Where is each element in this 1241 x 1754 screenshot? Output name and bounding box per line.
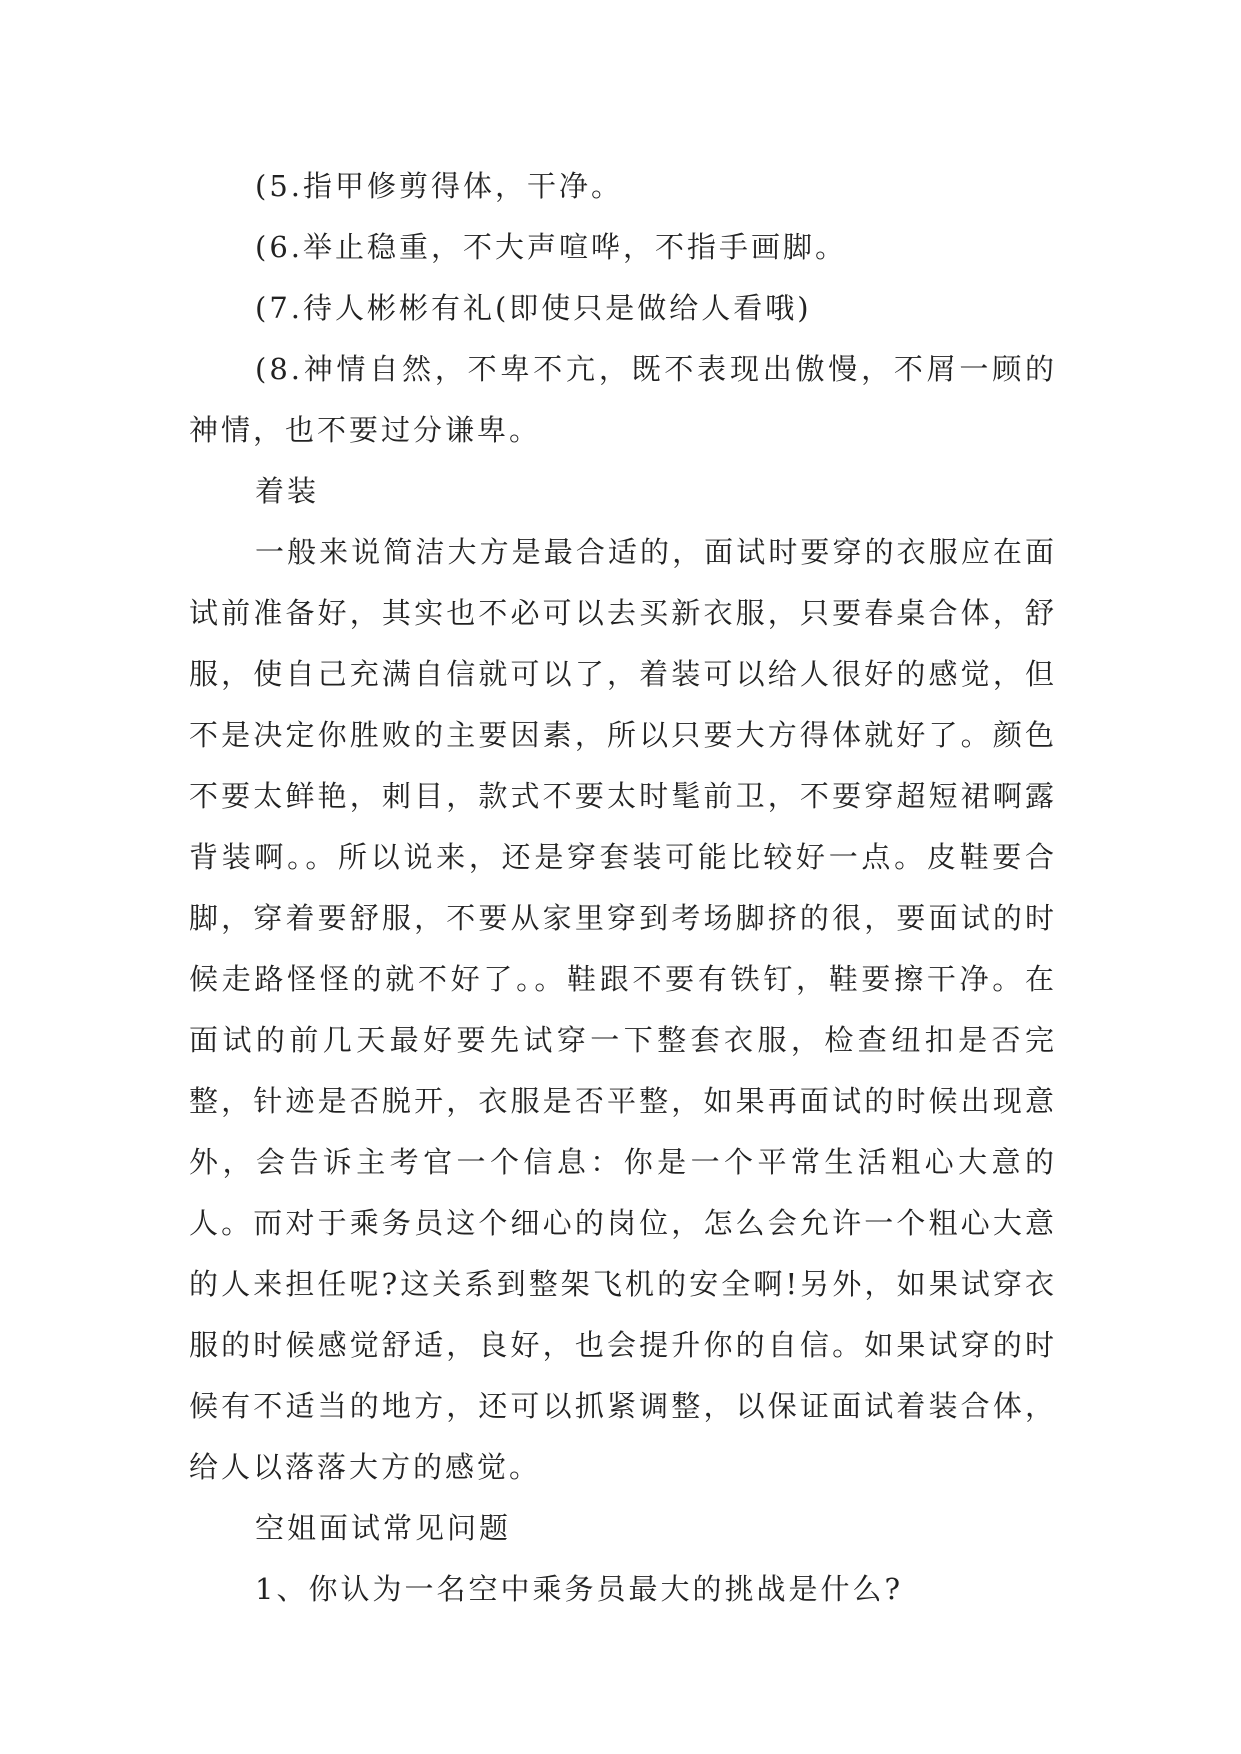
section-heading-attire: 着装 — [255, 474, 320, 508]
document-body — [189, 156, 1057, 1620]
list-item-nail-grooming: (5.指甲修剪得体，干净。 — [255, 169, 623, 203]
list-item-courtesy: (7.待人彬彬有礼(即使只是做给人看哦) — [255, 291, 812, 325]
section-heading-interview-questions: 空姐面试常见问题 — [255, 1511, 512, 1545]
list-item-expression: (8.神情自然，不卑不亢，既不表现出傲慢，不屑一顾的神情，也不要过分谦卑。 — [189, 352, 1057, 447]
list-item-demeanor: (6.举止稳重，不大声喧哗，不指手画脚。 — [255, 230, 847, 264]
paragraph-attire-advice: 一般来说简洁大方是最合适的，面试时要穿的衣服应在面试前准备好，其实也不必可以去买新衣服，只要春桌合体，舒服，使自己充满自信就可以了，着装可以给人很好的感觉，但不是决定你胜败的主要因素，所以只要大方得体就好了。颜色不要太鲜艳，刺目，款式不要太时髦前卫，不要穿超短裙啊露背装啊。。所以说来，还是穿套装可能比较好一点。皮鞋要合脚，穿着要舒服，不要从家里穿到考场脚挤的很，要面试的时候走路怪怪的就不好了。。鞋跟不要有铁钉，鞋要擦干净。在面试的前几天最好要先试穿一下整套衣服，检查纽扣是否完整，针迹是否脱开，衣服是否平整，如果再面试的时候出现意外，会告诉主考官一个信息：你是一个平常生活粗心大意的人。而对于乘务员这个细心的岗位，怎么会允许一个粗心大意的人来担任呢?这关系到整架飞机的安全啊!另外，如果试穿衣服的时候感觉舒适，良好，也会提升你的自信。如果试穿的时候有不适当的地方，还可以抓紧调整，以保证面试着装合体，给人以落落大方的感觉。 — [189, 535, 1057, 1484]
question-item-1: 1、你认为一名空中乘务员最大的挑战是什么? — [255, 1572, 903, 1606]
